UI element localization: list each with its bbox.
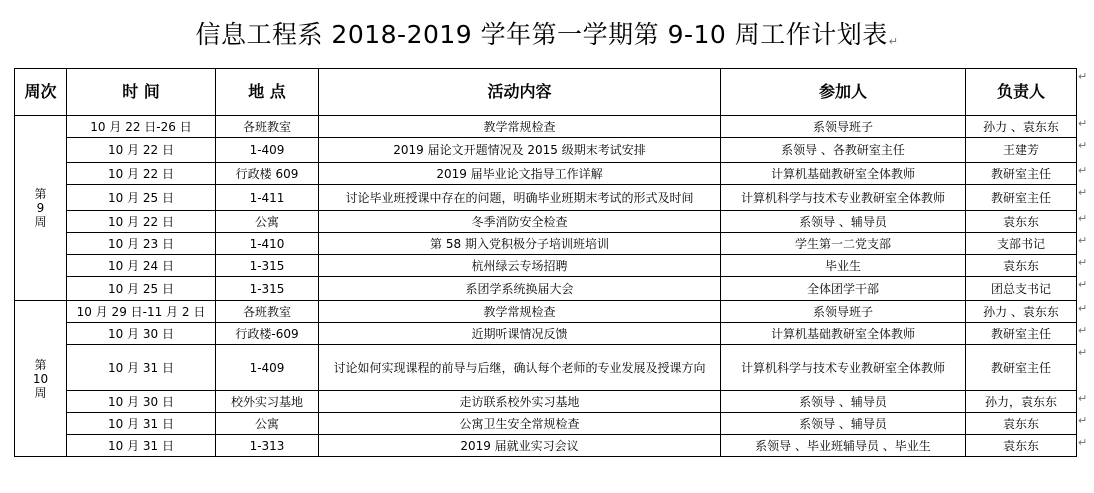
content-cell: 冬季消防安全检查 xyxy=(319,211,721,233)
place-cell: 公寓 xyxy=(216,413,319,435)
content-cell: 走访联系校外实习基地 xyxy=(319,391,721,413)
place-cell: 行政楼-609 xyxy=(216,323,319,345)
owner-cell: 教研室主任 xyxy=(966,163,1077,185)
table-row xyxy=(15,301,1077,323)
participants-cell: 学生第一二党支部 xyxy=(721,233,966,255)
content-cell: 讨论毕业班授课中存在的问题，明确毕业班期末考试的形式及时间 xyxy=(319,185,721,211)
place-cell: 1-411 xyxy=(216,185,319,211)
week-label-line: 周 xyxy=(34,215,47,229)
owner-cell: 团总支书记 xyxy=(966,277,1077,301)
week-label-cell xyxy=(15,301,67,457)
header-week: 周次 xyxy=(15,69,67,116)
table-row xyxy=(15,413,1077,435)
paragraph-mark-icon: ↵ xyxy=(1078,324,1088,337)
place-cell: 各班教室 xyxy=(216,301,319,323)
owner-cell: 支部书记 xyxy=(966,233,1077,255)
participants-cell: 全体团学干部 xyxy=(721,277,966,301)
participants-cell: 计算机科学与技术专业教研室全体教师 xyxy=(721,185,966,211)
table-row xyxy=(15,323,1077,345)
place-cell: 公寓 xyxy=(216,211,319,233)
time-cell: 10 月 22 日 xyxy=(67,138,216,163)
work-plan-table xyxy=(14,68,1077,457)
header-place: 地 点 xyxy=(216,69,319,116)
time-cell: 10 月 31 日 xyxy=(67,345,216,391)
time-cell: 10 月 25 日 xyxy=(67,185,216,211)
owner-cell: 教研室主任 xyxy=(966,185,1077,211)
week-label-line: 9 xyxy=(36,201,45,215)
owner-cell: 王建芳 xyxy=(966,138,1077,163)
time-cell: 10 月 23 日 xyxy=(67,233,216,255)
participants-cell: 系领导班子 xyxy=(721,116,966,138)
week-label-line: 周 xyxy=(34,385,47,400)
week-label-line: 第 xyxy=(34,357,47,372)
owner-cell: 孙力，袁东东 xyxy=(966,391,1077,413)
header-participants: 参加人 xyxy=(721,69,966,116)
content-cell: 杭州绿云专场招聘 xyxy=(319,255,721,277)
place-cell: 校外实习基地 xyxy=(216,391,319,413)
paragraph-mark-icon: ↵ xyxy=(1078,392,1088,405)
owner-cell: 孙力 、袁东东 xyxy=(966,116,1077,138)
paragraph-mark-icon: ↵ xyxy=(1078,139,1088,152)
paragraph-mark-icon: ↵ xyxy=(1078,164,1088,177)
paragraph-mark-icon: ↵ xyxy=(1078,436,1088,449)
table-row xyxy=(15,391,1077,413)
owner-cell: 教研室主任 xyxy=(966,345,1077,391)
time-cell: 10 月 30 日 xyxy=(67,391,216,413)
time-cell: 10 月 30 日 xyxy=(67,323,216,345)
place-cell: 1-315 xyxy=(216,277,319,301)
time-cell: 10 月 31 日 xyxy=(67,435,216,457)
header-owner: 负责人 xyxy=(966,69,1077,116)
time-cell: 10 月 25 日 xyxy=(67,277,216,301)
owner-cell: 袁东东 xyxy=(966,255,1077,277)
table-row xyxy=(15,255,1077,277)
participants-cell: 系领导 、辅导员 xyxy=(721,391,966,413)
place-cell: 行政楼 609 xyxy=(216,163,319,185)
paragraph-mark-icon: ↵ xyxy=(1078,186,1088,199)
paragraph-mark-icon: ↵ xyxy=(1078,212,1088,225)
week-label-cell xyxy=(15,116,67,301)
header-time: 时 间 xyxy=(67,69,216,116)
content-cell: 系团学系统换届大会 xyxy=(319,277,721,301)
content-cell: 第 58 期入党积极分子培训班培训 xyxy=(319,233,721,255)
place-cell: 1-410 xyxy=(216,233,319,255)
paragraph-mark-icon: ↵ xyxy=(1078,346,1088,359)
time-cell: 10 月 22 日-26 日 xyxy=(67,116,216,138)
document-title xyxy=(0,18,1094,59)
table-row xyxy=(15,116,1077,138)
table-row xyxy=(15,233,1077,255)
content-cell: 近期听课情况反馈 xyxy=(319,323,721,345)
table-row xyxy=(15,138,1077,163)
table-row xyxy=(15,163,1077,185)
header-content: 活动内容 xyxy=(319,69,721,116)
place-cell: 1-315 xyxy=(216,255,319,277)
place-cell: 1-409 xyxy=(216,345,319,391)
time-cell: 10 月 31 日 xyxy=(67,413,216,435)
paragraph-mark-icon: ↵ xyxy=(1078,234,1088,247)
content-cell: 2019 届论文开题情况及 2015 级期末考试安排 xyxy=(319,138,721,163)
time-cell: 10 月 22 日 xyxy=(67,163,216,185)
table-row xyxy=(15,211,1077,233)
owner-cell: 袁东东 xyxy=(966,435,1077,457)
table-row xyxy=(15,185,1077,211)
table-row xyxy=(15,345,1077,391)
table-row xyxy=(15,277,1077,301)
time-cell: 10 月 22 日 xyxy=(67,211,216,233)
place-cell: 1-409 xyxy=(216,138,319,163)
content-cell: 2019 届就业实习会议 xyxy=(319,435,721,457)
content-cell: 2019 届毕业论文指导工作详解 xyxy=(319,163,721,185)
paragraph-mark-icon: ↵ xyxy=(1078,278,1088,291)
paragraph-mark-icon: ↵ xyxy=(1078,302,1088,315)
time-cell: 10 月 29 日-11 月 2 日 xyxy=(67,301,216,323)
paragraph-mark-icon: ↵ xyxy=(1078,256,1088,269)
participants-cell: 系领导 、毕业班辅导员 、毕业生 xyxy=(721,435,966,457)
owner-cell: 教研室主任 xyxy=(966,323,1077,345)
time-cell: 10 月 24 日 xyxy=(67,255,216,277)
participants-cell: 系领导 、辅导员 xyxy=(721,211,966,233)
content-cell: 教学常规检查 xyxy=(319,116,721,138)
paragraph-mark-icon: ↵ xyxy=(1078,117,1088,130)
owner-cell: 孙力 、袁东东 xyxy=(966,301,1077,323)
content-cell: 公寓卫生安全常规检查 xyxy=(319,413,721,435)
owner-cell: 袁东东 xyxy=(966,211,1077,233)
participants-cell: 系领导 、各教研室主任 xyxy=(721,138,966,163)
table-header-row xyxy=(15,69,1077,116)
content-cell: 讨论如何实现课程的前导与后继，确认每个老师的专业发展及授课方向 xyxy=(319,345,721,391)
paragraph-mark-icon: ↵ xyxy=(1078,414,1088,427)
week-label-line: 第 xyxy=(34,187,47,201)
paragraph-mark-icon: ↵ xyxy=(1078,70,1088,83)
week-label-line: 10 xyxy=(32,371,49,386)
participants-cell: 毕业生 xyxy=(721,255,966,277)
participants-cell: 计算机科学与技术专业教研室全体教师 xyxy=(721,345,966,391)
title-text: 信息工程系 2018-2019 学年第一学期第 9-10 周工作计划表 xyxy=(195,20,888,49)
place-cell: 1-313 xyxy=(216,435,319,457)
participants-cell: 计算机基础教研室全体教师 xyxy=(721,323,966,345)
owner-cell: 袁东东 xyxy=(966,413,1077,435)
participants-cell: 系领导班子 xyxy=(721,301,966,323)
table-row xyxy=(15,435,1077,457)
paragraph-mark-icon: ↵ xyxy=(888,35,899,48)
participants-cell: 系领导 、辅导员 xyxy=(721,413,966,435)
content-cell: 教学常规检查 xyxy=(319,301,721,323)
participants-cell: 计算机基础教研室全体教师 xyxy=(721,163,966,185)
place-cell: 各班教室 xyxy=(216,116,319,138)
